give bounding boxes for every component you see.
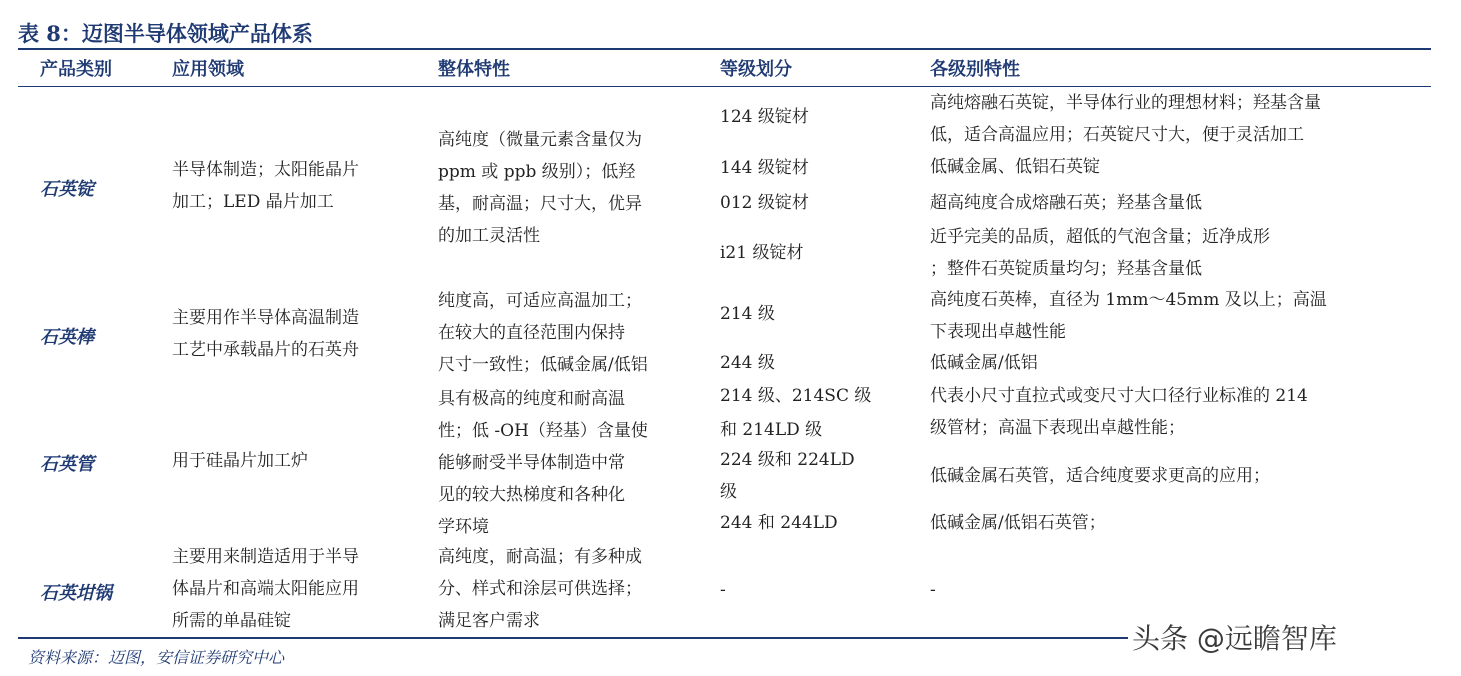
grade-cell: 224 级和 224LD xyxy=(720,450,855,470)
header-features: 整体特性 xyxy=(438,59,510,80)
grade-cell: 214 级 xyxy=(720,304,775,324)
grade-cell: i21 级锭材 xyxy=(720,243,804,263)
bottom-rule xyxy=(18,637,1128,639)
application-cell: 用于硅晶片加工炉 xyxy=(172,451,308,471)
grade-feature-cell: 高纯熔融石英锭，半导体行业的理想材料；羟基含量 低，适合高温应用；石英锭尺寸大，便于灵活加工 xyxy=(930,93,1321,145)
features-cell: 具有极高的纯度和耐高温 性；低 -OH（羟基）含量使 能够耐受半导体制造中常 见的较大热梯度和各种化 学环境 xyxy=(438,389,648,537)
application-cell: 主要用作半导体高温制造 工艺中承载晶片的石英舟 xyxy=(172,308,359,360)
grade-feature-cell: 近乎完美的品质，超低的气泡含量；近净成形 ；整件石英锭质量均匀；羟基含量低 xyxy=(930,227,1270,279)
watermark-text: 头条 @远瞻智库 xyxy=(1132,622,1337,655)
features-cell: 高纯度，耐高温；有多种成 分、样式和涂层可供选择； 满足客户需求 xyxy=(438,547,642,631)
grade-cell: - xyxy=(720,580,726,600)
grade-feature-cell: 代表小尺寸直拉式或变尺寸大口径行业标准的 214 级管材；高温下表现出卓越性能； xyxy=(930,386,1308,438)
grade-feature-cell: 高纯度石英棒，直径为 1mm～45mm 及以上；高温 下表现出卓越性能 xyxy=(930,290,1327,342)
grade-feature-cell: 低碱金属石英管，适合纯度要求更高的应用； xyxy=(930,466,1270,486)
category-cell: 石英棒 xyxy=(40,327,94,348)
grade-feature-cell: 低碱金属、低铝石英锭 xyxy=(930,157,1100,177)
grade-cell: 214 级、214SC 级 xyxy=(720,386,872,406)
source-note: 资料来源：迈图，安信证券研究中心 xyxy=(28,648,285,667)
grade-cell: 和 214LD 级 xyxy=(720,420,823,440)
category-cell: 石英坩锅 xyxy=(40,583,112,604)
grade-feature-cell: - xyxy=(930,580,936,600)
grade-cell: 244 级 xyxy=(720,353,775,373)
grade-cell: 144 级锭材 xyxy=(720,158,809,178)
grade-feature-cell: 超高纯度合成熔融石英；羟基含量低 xyxy=(930,193,1202,213)
header-grade-features: 各级别特性 xyxy=(930,59,1020,80)
features-cell: 纯度高，可适应高温加工； 在较大的直径范围内保持 尺寸一致性；低碱金属/低铝 xyxy=(438,291,648,375)
grade-feature-cell: 低碱金属/低铝石英管； xyxy=(930,513,1106,533)
grade-cell: 124 级锭材 xyxy=(720,107,809,127)
grade-cell: 012 级锭材 xyxy=(720,193,809,213)
category-cell: 石英管 xyxy=(40,454,94,475)
features-cell: 高纯度（微量元素含量仅为 ppm 或 ppb 级别）；低羟 基，耐高温；尺寸大，优异 的加工灵活性 xyxy=(438,130,642,246)
grade-feature-cell: 低碱金属/低铝 xyxy=(930,353,1038,373)
grade-cell: 级 xyxy=(720,482,737,502)
application-cell: 主要用来制造适用于半导 体晶片和高端太阳能应用 所需的单晶硅锭 xyxy=(172,547,359,631)
top-rule xyxy=(18,48,1431,50)
category-cell: 石英锭 xyxy=(40,179,94,200)
table-title: 表 8：迈图半导体领域产品体系 xyxy=(18,21,313,46)
header-category: 产品类别 xyxy=(40,59,112,80)
grade-cell: 244 和 244LD xyxy=(720,513,838,533)
application-cell: 半导体制造；太阳能晶片 加工；LED 晶片加工 xyxy=(172,160,359,212)
header-application: 应用领域 xyxy=(172,59,244,80)
header-grades: 等级划分 xyxy=(720,59,792,80)
